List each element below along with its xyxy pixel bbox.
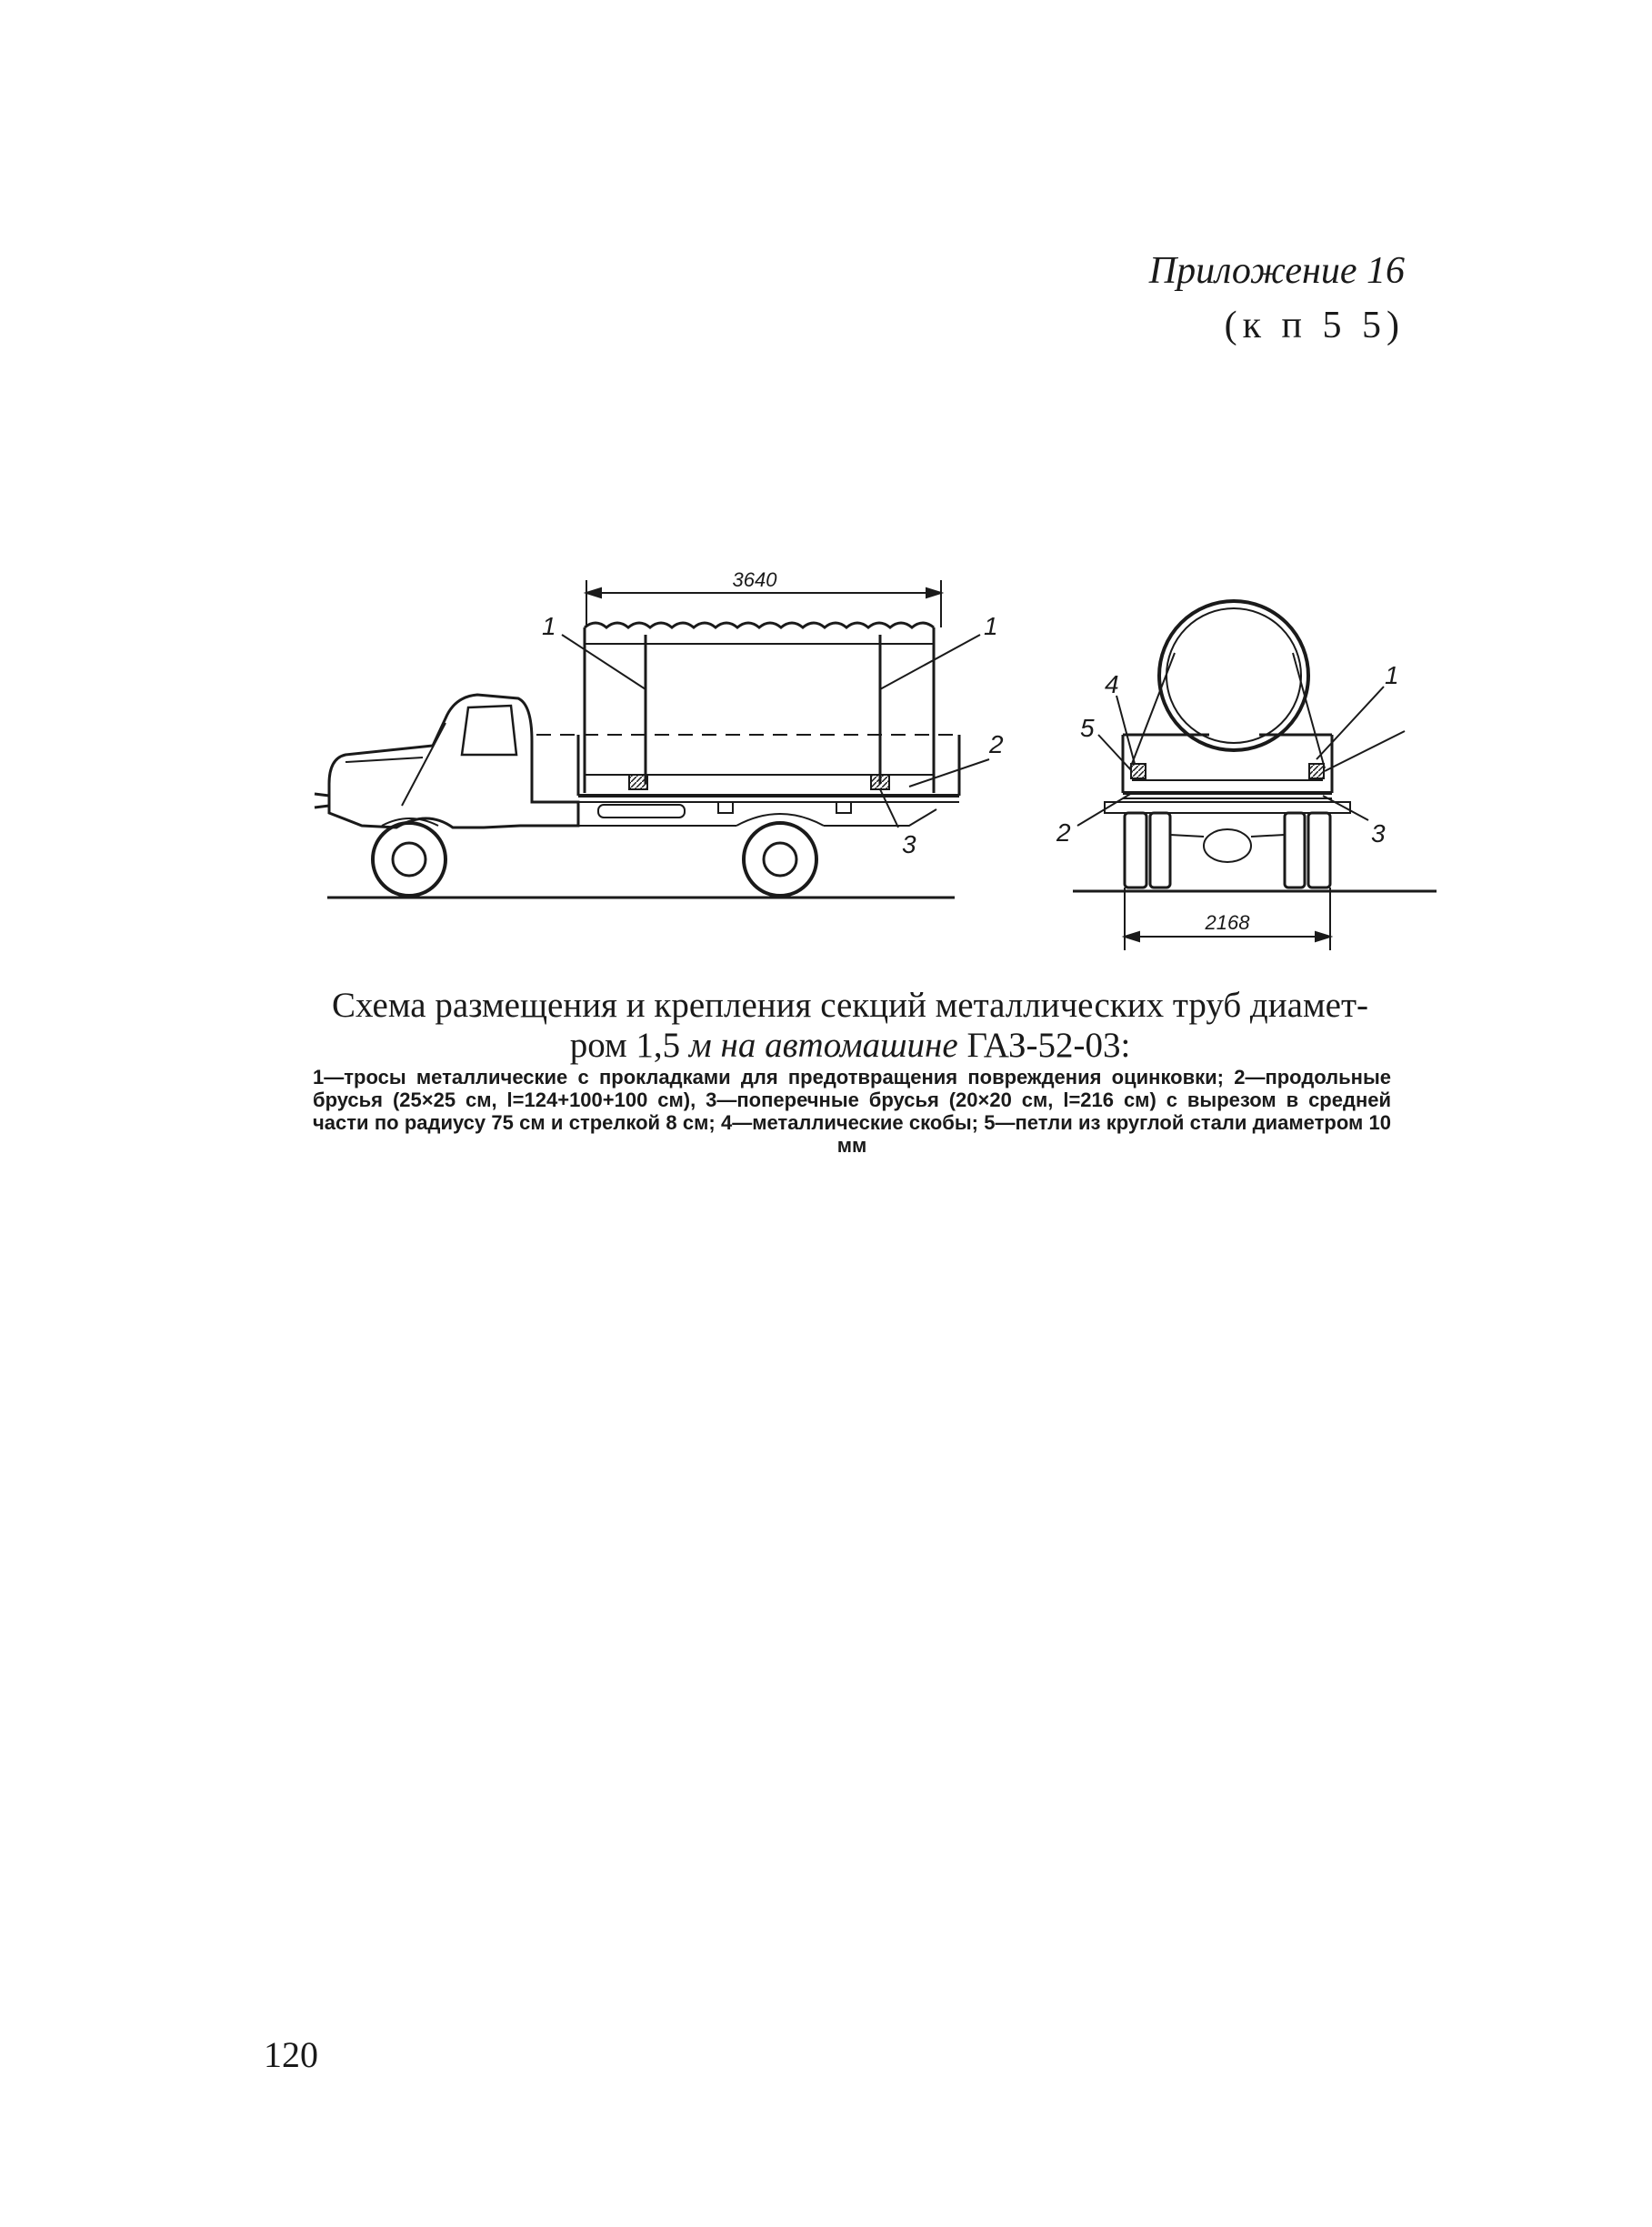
rear-callout-2: 2: [1056, 818, 1071, 847]
side-callout-1-right: 1: [984, 612, 998, 640]
truck-loading-diagram: [309, 537, 1437, 955]
rear-callout-1: 1: [1385, 661, 1399, 689]
page-number: 120: [264, 2034, 318, 2075]
caption-line-2: [309, 1026, 1391, 1066]
front-wheel: [373, 823, 446, 896]
rear-callout-5: 5: [1080, 714, 1095, 742]
pipe-section-side: [585, 623, 934, 793]
rear-callout-4: 4: [1105, 670, 1119, 698]
side-view: [315, 568, 989, 898]
longitudinal-timber: [629, 775, 647, 789]
caption-line-2c: ГАЗ-52-03:: [957, 1026, 1131, 1065]
rear-view: [1073, 601, 1437, 950]
appendix-reference: (к п 5 5): [1224, 305, 1405, 346]
rear-callout-3: 3: [1371, 819, 1386, 848]
side-callout-1-left: 1: [542, 612, 556, 640]
rear-wheel: [744, 823, 816, 896]
figure-legend: 1—тросы металлические с прокладками для предотвращения повреждения оцинковки; 2—продольные брусья (25×25 см, l=124+100+100 см), 3—поперечные брусья (20×20 см, l=216 см) с вырезом в средней части по радиусу 75 см и стрелкой 8 см; 4—металлические скобы; 5—петли из круглой стали диаметром 10 мм: [313, 1066, 1391, 1157]
rear-wheel-left: [1125, 813, 1146, 888]
longitudinal-timber: [871, 775, 889, 789]
pipe-cross-section: [1159, 601, 1308, 750]
figure-caption: [309, 986, 1391, 1066]
width-dimension-label: 2168: [1205, 911, 1250, 934]
length-dimension-label: 3640: [732, 568, 777, 591]
caption-line-2b: м на автомашине: [688, 1026, 958, 1065]
side-callout-3: 3: [902, 830, 916, 858]
caption-line-2a: ром 1,5: [569, 1026, 689, 1065]
appendix-title: Приложение 16: [1148, 250, 1405, 292]
caption-line-1: Схема размещения и крепления секций металлических труб диамет-: [332, 986, 1368, 1025]
appendix-header: [1149, 244, 1405, 353]
rear-wheel-right: [1285, 813, 1305, 888]
side-callout-2: 2: [989, 730, 1004, 758]
